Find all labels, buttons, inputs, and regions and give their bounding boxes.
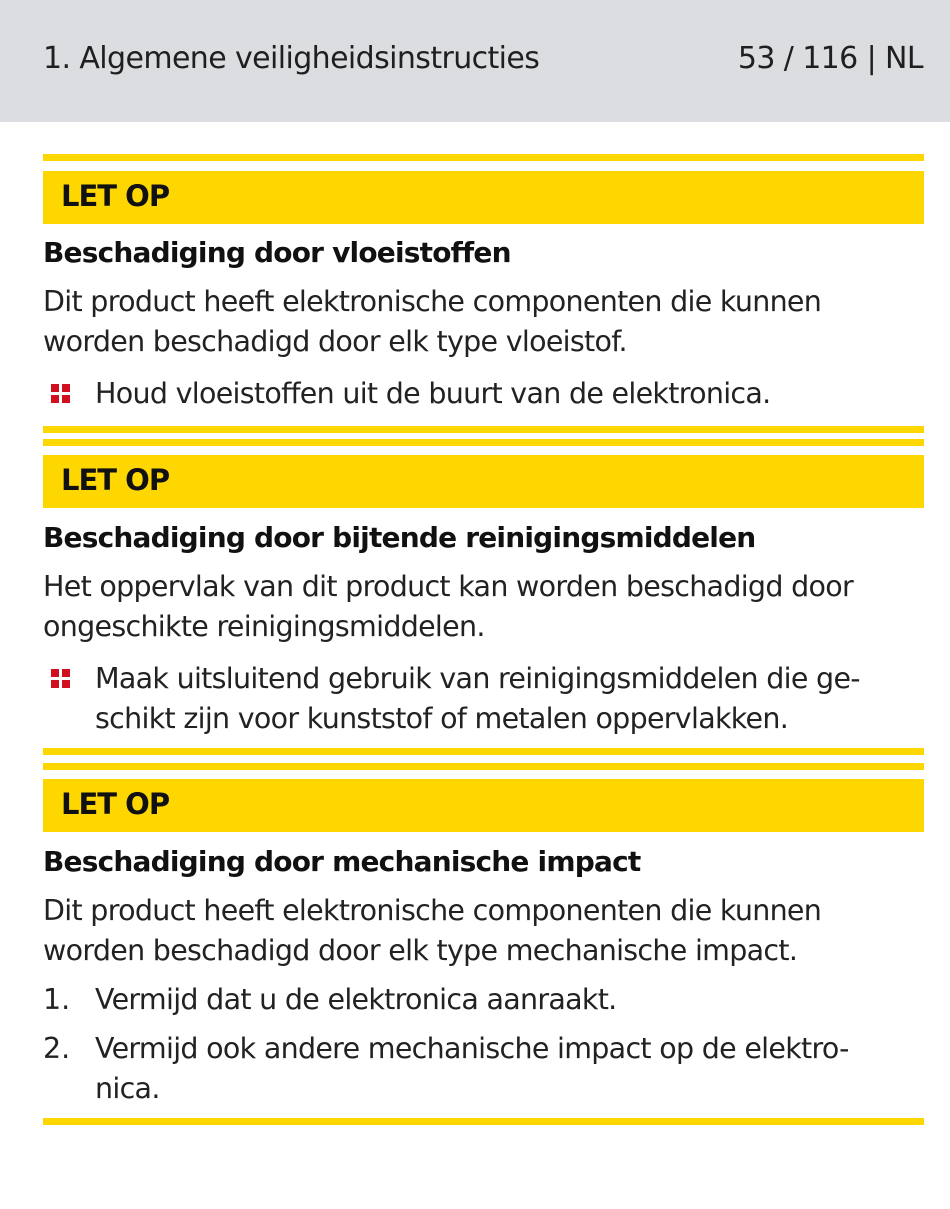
notice-label: LET OP <box>61 787 170 821</box>
notice-top-rule <box>43 154 924 161</box>
notice-cleaning-agents <box>43 439 924 761</box>
step-text-line: Vermijd ook andere mechanische impact op de elektro- <box>95 1032 849 1065</box>
page-header <box>0 0 950 122</box>
step-text-line: nica. <box>95 1072 160 1105</box>
action-bullet-icon <box>51 384 71 404</box>
notice-text-line: worden beschadigd door elk type mechanische impact. <box>43 934 798 967</box>
step-text-line: Vermijd dat u de elektronica aanraakt. <box>95 983 617 1016</box>
notice-banner <box>43 455 924 508</box>
notice-bottom-rule <box>43 426 924 433</box>
action-text-line: schikt zijn voor kunststof of metalen oppervlakken. <box>95 702 789 735</box>
notice-bottom-rule <box>43 748 924 755</box>
notice-label: LET OP <box>61 179 170 213</box>
notice-text-line: worden beschadigd door elk type vloeistof. <box>43 325 627 358</box>
notice-text-line: ongeschikte reinigingsmiddelen. <box>43 610 485 643</box>
notice-top-rule <box>43 439 924 446</box>
action-text-line: Maak uitsluitend gebruik van reinigingsmiddelen die ge- <box>95 662 860 695</box>
action-text: Houd vloeistoffen uit de buurt van de elektronica. <box>95 377 771 410</box>
step-number: 1. <box>43 983 71 1016</box>
notice-banner <box>43 171 924 224</box>
step-number: 2. <box>43 1032 71 1065</box>
notice-label: LET OP <box>61 463 170 497</box>
notice-liquids <box>43 154 924 434</box>
notice-bottom-rule <box>43 1118 924 1125</box>
notice-text-line: Dit product heeft elektronische componenten die kunnen <box>43 894 822 927</box>
notice-title: Beschadiging door bijtende reinigingsmiddelen <box>43 521 756 554</box>
notice-text-line: Dit product heeft elektronische componenten die kunnen <box>43 285 822 318</box>
notice-text-line: Het oppervlak van dit product kan worden beschadigd door <box>43 570 853 603</box>
notice-top-rule <box>43 763 924 770</box>
notice-banner <box>43 779 924 832</box>
page-indicator: 53 / 116 | NL <box>737 41 923 76</box>
notice-mechanical-impact <box>43 763 924 1133</box>
action-bullet-icon <box>51 669 71 689</box>
notice-title: Beschadiging door mechanische impact <box>43 845 641 878</box>
notice-title: Beschadiging door vloeistoffen <box>43 236 511 269</box>
section-title: 1. Algemene veiligheidsinstructies <box>43 41 540 76</box>
